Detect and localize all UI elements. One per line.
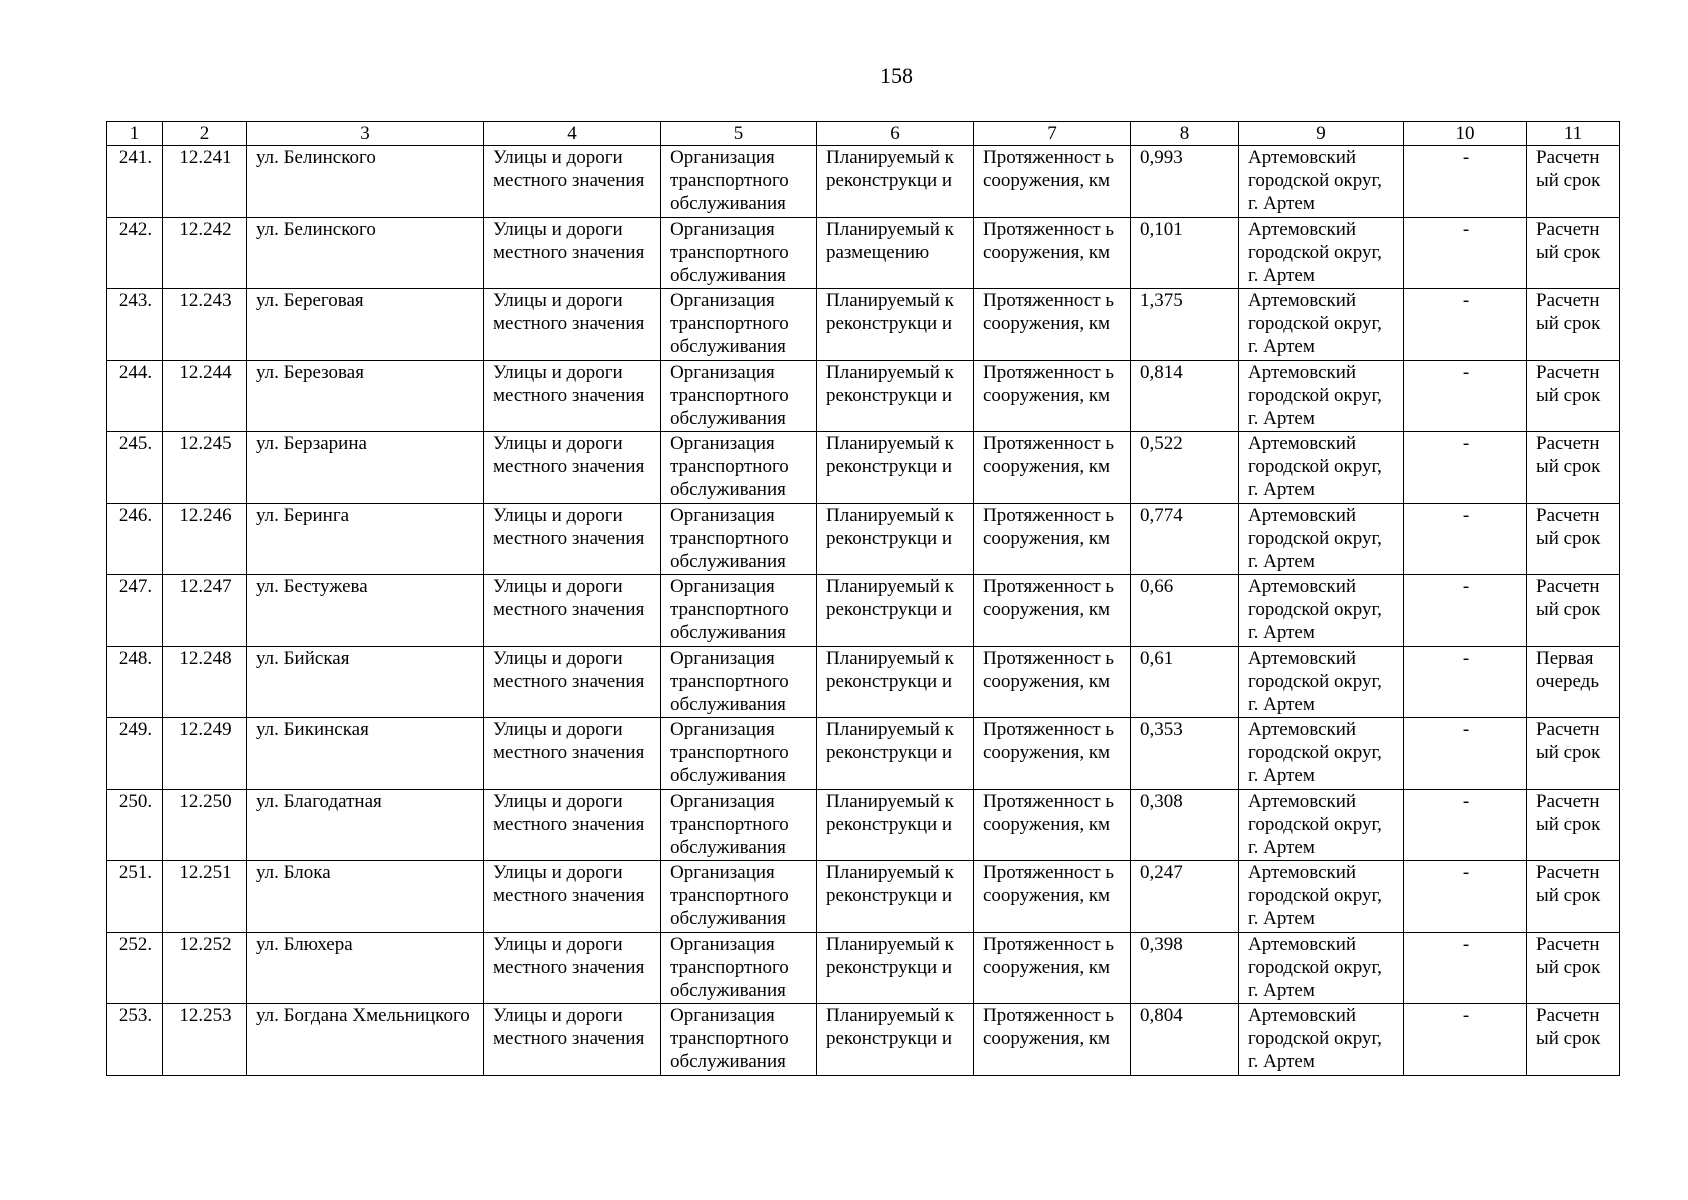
cell-implementation-term: Расчетн ый срок <box>1527 217 1620 289</box>
cell-characteristic-value: 0,247 <box>1131 861 1239 933</box>
cell-location: Артемовский городской округ, г. Артем <box>1239 932 1404 1004</box>
page-number: 158 <box>880 63 913 88</box>
cell-object-status: Планируемый к реконструкци и <box>817 146 974 218</box>
cell-characteristic: Протяженност ь сооружения, км <box>974 360 1131 432</box>
cell-characteristic-value: 0,101 <box>1131 217 1239 289</box>
cell-object-name: ул. Блока <box>247 861 484 933</box>
cell-object-code: 12.242 <box>163 217 247 289</box>
cell-characteristic-value: 0,66 <box>1131 575 1239 647</box>
cell-security-zone: - <box>1404 360 1527 432</box>
cell-object-code: 12.247 <box>163 575 247 647</box>
cell-location: Артемовский городской округ, г. Артем <box>1239 646 1404 718</box>
cell-characteristic: Протяженност ь сооружения, км <box>974 575 1131 647</box>
table-row <box>107 861 1620 933</box>
cell-security-zone: - <box>1404 1004 1527 1076</box>
cell-object-code: 12.241 <box>163 146 247 218</box>
col-header-2: 2 <box>163 122 247 146</box>
cell-characteristic: Протяженност ь сооружения, км <box>974 861 1131 933</box>
cell-object-status: Планируемый к реконструкци и <box>817 360 974 432</box>
cell-object-purpose: Организация транспортного обслуживания <box>661 146 817 218</box>
cell-object-status: Планируемый к реконструкци и <box>817 789 974 861</box>
cell-row-number: 250. <box>107 789 163 861</box>
cell-implementation-term: Расчетн ый срок <box>1527 932 1620 1004</box>
cell-security-zone: - <box>1404 432 1527 504</box>
cell-location: Артемовский городской округ, г. Артем <box>1239 861 1404 933</box>
cell-object-status: Планируемый к размещению <box>817 217 974 289</box>
cell-characteristic: Протяженност ь сооружения, км <box>974 646 1131 718</box>
cell-row-number: 245. <box>107 432 163 504</box>
cell-object-name: ул. Богдана Хмельницкого <box>247 1004 484 1076</box>
cell-object-code: 12.252 <box>163 932 247 1004</box>
cell-row-number: 247. <box>107 575 163 647</box>
cell-object-purpose: Организация транспортного обслуживания <box>661 503 817 575</box>
cell-object-status: Планируемый к реконструкци и <box>817 503 974 575</box>
cell-characteristic: Протяженност ь сооружения, км <box>974 789 1131 861</box>
cell-object-code: 12.244 <box>163 360 247 432</box>
cell-implementation-term: Расчетн ый срок <box>1527 575 1620 647</box>
cell-characteristic: Протяженност ь сооружения, км <box>974 718 1131 790</box>
col-header-8: 8 <box>1131 122 1239 146</box>
cell-characteristic: Протяженност ь сооружения, км <box>974 503 1131 575</box>
cell-object-type: Улицы и дороги местного значения <box>484 503 661 575</box>
header-row <box>107 122 1620 146</box>
cell-object-name: ул. Берзарина <box>247 432 484 504</box>
cell-characteristic: Протяженност ь сооружения, км <box>974 289 1131 361</box>
cell-object-name: ул. Белинского <box>247 217 484 289</box>
cell-object-purpose: Организация транспортного обслуживания <box>661 789 817 861</box>
table-row <box>107 432 1620 504</box>
cell-row-number: 241. <box>107 146 163 218</box>
cell-object-type: Улицы и дороги местного значения <box>484 360 661 432</box>
cell-object-status: Планируемый к реконструкци и <box>817 432 974 504</box>
cell-object-type: Улицы и дороги местного значения <box>484 146 661 218</box>
cell-implementation-term: Расчетн ый срок <box>1527 432 1620 504</box>
cell-object-status: Планируемый к реконструкци и <box>817 861 974 933</box>
cell-object-purpose: Организация транспортного обслуживания <box>661 718 817 790</box>
cell-row-number: 244. <box>107 360 163 432</box>
cell-object-status: Планируемый к реконструкци и <box>817 575 974 647</box>
col-header-4: 4 <box>484 122 661 146</box>
cell-location: Артемовский городской округ, г. Артем <box>1239 217 1404 289</box>
cell-object-type: Улицы и дороги местного значения <box>484 789 661 861</box>
cell-object-name: ул. Бийская <box>247 646 484 718</box>
col-header-1: 1 <box>107 122 163 146</box>
cell-object-name: ул. Березовая <box>247 360 484 432</box>
cell-characteristic: Протяженност ь сооружения, км <box>974 1004 1131 1076</box>
cell-security-zone: - <box>1404 289 1527 361</box>
cell-object-status: Планируемый к реконструкци и <box>817 718 974 790</box>
cell-characteristic: Протяженност ь сооружения, км <box>974 146 1131 218</box>
cell-implementation-term: Расчетн ый срок <box>1527 503 1620 575</box>
cell-location: Артемовский городской округ, г. Артем <box>1239 146 1404 218</box>
col-header-6: 6 <box>817 122 974 146</box>
cell-security-zone: - <box>1404 718 1527 790</box>
cell-object-type: Улицы и дороги местного значения <box>484 861 661 933</box>
cell-characteristic-value: 0,814 <box>1131 360 1239 432</box>
table-row <box>107 289 1620 361</box>
cell-object-status: Планируемый к реконструкци и <box>817 1004 974 1076</box>
cell-object-purpose: Организация транспортного обслуживания <box>661 646 817 718</box>
cell-object-status: Планируемый к реконструкци и <box>817 932 974 1004</box>
cell-object-type: Улицы и дороги местного значения <box>484 432 661 504</box>
cell-security-zone: - <box>1404 861 1527 933</box>
col-header-7: 7 <box>974 122 1131 146</box>
cell-object-code: 12.253 <box>163 1004 247 1076</box>
cell-implementation-term: Расчетн ый срок <box>1527 289 1620 361</box>
cell-object-type: Улицы и дороги местного значения <box>484 932 661 1004</box>
cell-implementation-term: Расчетн ый срок <box>1527 861 1620 933</box>
cell-row-number: 249. <box>107 718 163 790</box>
cell-location: Артемовский городской округ, г. Артем <box>1239 789 1404 861</box>
cell-characteristic-value: 0,398 <box>1131 932 1239 1004</box>
cell-location: Артемовский городской округ, г. Артем <box>1239 718 1404 790</box>
cell-object-purpose: Организация транспортного обслуживания <box>661 432 817 504</box>
cell-row-number: 242. <box>107 217 163 289</box>
cell-object-purpose: Организация транспортного обслуживания <box>661 861 817 933</box>
cell-object-type: Улицы и дороги местного значения <box>484 217 661 289</box>
cell-implementation-term: Расчетн ый срок <box>1527 360 1620 432</box>
cell-row-number: 251. <box>107 861 163 933</box>
cell-object-purpose: Организация транспортного обслуживания <box>661 289 817 361</box>
cell-object-name: ул. Белинского <box>247 146 484 218</box>
table-row <box>107 646 1620 718</box>
cell-characteristic-value: 0,353 <box>1131 718 1239 790</box>
col-header-9: 9 <box>1239 122 1404 146</box>
col-header-3: 3 <box>247 122 484 146</box>
cell-object-purpose: Организация транспортного обслуживания <box>661 360 817 432</box>
cell-characteristic-value: 0,804 <box>1131 1004 1239 1076</box>
col-header-10: 10 <box>1404 122 1527 146</box>
cell-location: Артемовский городской округ, г. Артем <box>1239 289 1404 361</box>
registry-table <box>106 121 1620 1076</box>
table-row <box>107 217 1620 289</box>
cell-characteristic-value: 0,522 <box>1131 432 1239 504</box>
cell-implementation-term: Первая очередь <box>1527 646 1620 718</box>
cell-object-code: 12.246 <box>163 503 247 575</box>
table-row <box>107 360 1620 432</box>
cell-security-zone: - <box>1404 932 1527 1004</box>
cell-characteristic-value: 0,61 <box>1131 646 1239 718</box>
cell-location: Артемовский городской округ, г. Артем <box>1239 575 1404 647</box>
cell-characteristic-value: 0,308 <box>1131 789 1239 861</box>
cell-object-name: ул. Береговая <box>247 289 484 361</box>
cell-object-purpose: Организация транспортного обслуживания <box>661 217 817 289</box>
table-row <box>107 718 1620 790</box>
table-row <box>107 1004 1620 1076</box>
col-header-5: 5 <box>661 122 817 146</box>
cell-object-type: Улицы и дороги местного значения <box>484 289 661 361</box>
cell-object-purpose: Организация транспортного обслуживания <box>661 1004 817 1076</box>
cell-characteristic: Протяженност ь сооружения, км <box>974 217 1131 289</box>
cell-object-type: Улицы и дороги местного значения <box>484 1004 661 1076</box>
cell-object-type: Улицы и дороги местного значения <box>484 575 661 647</box>
table-row <box>107 575 1620 647</box>
table-body <box>107 146 1620 1076</box>
col-header-11: 11 <box>1527 122 1620 146</box>
cell-characteristic: Протяженност ь сооружения, км <box>974 432 1131 504</box>
cell-location: Артемовский городской округ, г. Артем <box>1239 360 1404 432</box>
cell-security-zone: - <box>1404 146 1527 218</box>
cell-row-number: 252. <box>107 932 163 1004</box>
cell-object-type: Улицы и дороги местного значения <box>484 646 661 718</box>
cell-location: Артемовский городской округ, г. Артем <box>1239 432 1404 504</box>
table-row <box>107 932 1620 1004</box>
cell-object-code: 12.243 <box>163 289 247 361</box>
cell-implementation-term: Расчетн ый срок <box>1527 146 1620 218</box>
table-row <box>107 789 1620 861</box>
cell-security-zone: - <box>1404 646 1527 718</box>
cell-security-zone: - <box>1404 575 1527 647</box>
table-row <box>107 146 1620 218</box>
cell-row-number: 253. <box>107 1004 163 1076</box>
cell-object-code: 12.245 <box>163 432 247 504</box>
cell-implementation-term: Расчетн ый срок <box>1527 1004 1620 1076</box>
cell-characteristic-value: 1,375 <box>1131 289 1239 361</box>
cell-implementation-term: Расчетн ый срок <box>1527 718 1620 790</box>
cell-object-code: 12.248 <box>163 646 247 718</box>
cell-characteristic-value: 0,993 <box>1131 146 1239 218</box>
cell-object-type: Улицы и дороги местного значения <box>484 718 661 790</box>
cell-object-name: ул. Блюхера <box>247 932 484 1004</box>
cell-row-number: 246. <box>107 503 163 575</box>
table-row <box>107 503 1620 575</box>
cell-implementation-term: Расчетн ый срок <box>1527 789 1620 861</box>
cell-object-code: 12.249 <box>163 718 247 790</box>
cell-object-status: Планируемый к реконструкци и <box>817 646 974 718</box>
cell-object-name: ул. Бестужева <box>247 575 484 647</box>
cell-object-status: Планируемый к реконструкци и <box>817 289 974 361</box>
cell-object-purpose: Организация транспортного обслуживания <box>661 575 817 647</box>
cell-object-name: ул. Благодатная <box>247 789 484 861</box>
cell-location: Артемовский городской округ, г. Артем <box>1239 503 1404 575</box>
cell-characteristic-value: 0,774 <box>1131 503 1239 575</box>
cell-row-number: 243. <box>107 289 163 361</box>
cell-object-code: 12.251 <box>163 861 247 933</box>
cell-location: Артемовский городской округ, г. Артем <box>1239 1004 1404 1076</box>
cell-characteristic: Протяженност ь сооружения, км <box>974 932 1131 1004</box>
cell-row-number: 248. <box>107 646 163 718</box>
cell-security-zone: - <box>1404 503 1527 575</box>
cell-object-name: ул. Беринга <box>247 503 484 575</box>
cell-object-name: ул. Бикинская <box>247 718 484 790</box>
cell-object-purpose: Организация транспортного обслуживания <box>661 932 817 1004</box>
cell-object-code: 12.250 <box>163 789 247 861</box>
cell-security-zone: - <box>1404 789 1527 861</box>
cell-security-zone: - <box>1404 217 1527 289</box>
